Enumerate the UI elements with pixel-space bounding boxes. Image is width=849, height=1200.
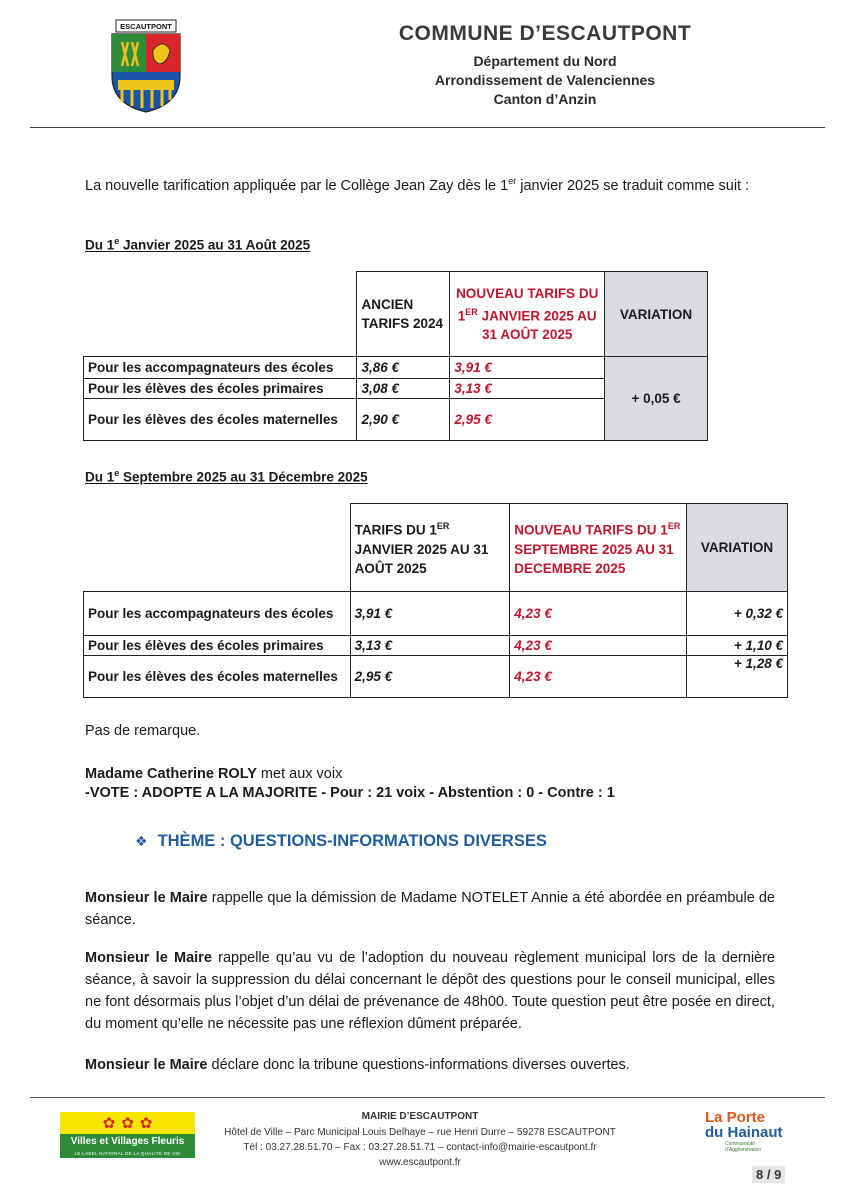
departement-line: Département du Nord (473, 53, 617, 69)
header-divider (30, 127, 825, 128)
section2-heading: Du 1e Septembre 2025 au 31 Décembre 2025 (85, 468, 368, 485)
table-row (84, 592, 788, 636)
col-new-header: NOUVEAU TARIFS DU 1ER SEPTEMBRE 2025 AU 31 DECEMBRE 2025 (510, 504, 687, 592)
arrondissement-line: Arrondissement de Valenciennes (434, 72, 656, 88)
col-old-header: ANCIEN TARIFS 2024 (357, 272, 450, 357)
blank-header-cell (84, 504, 351, 592)
col-old-header: TARIFS DU 1ER JANVIER 2025 AU 31 AOÛT 2025 (350, 504, 510, 592)
table-row (84, 636, 788, 656)
footer-website-link[interactable]: www.escautpont.fr (379, 1157, 461, 1168)
old-price: 3,86 € (357, 357, 450, 379)
new-price: 4,23 € (510, 592, 687, 636)
footer-divider (30, 1097, 825, 1098)
table-row (84, 656, 788, 698)
canton-line: Canton d’Anzin (493, 91, 597, 107)
new-price: 4,23 € (510, 656, 687, 698)
theme-heading: ❖ THÈME : QUESTIONS-INFORMATIONS DIVERSES (135, 832, 547, 850)
col-new-header: NOUVEAU TARIFS DU 1ER JANVIER 2025 AU 31 AOÛT 2025 (450, 272, 605, 357)
commune-title: COMMUNE D’ESCAUTPONT (398, 22, 692, 45)
tarif-table-1 (83, 271, 708, 441)
variation-value: + 1,28 € (687, 656, 788, 698)
old-price: 3,13 € (350, 636, 510, 656)
row-label: Pour les accompagnateurs des écoles (84, 357, 357, 379)
new-price: 3,91 € (450, 357, 605, 379)
section1-heading: Du 1e Janvier 2025 au 31 Août 2025 (85, 236, 311, 253)
old-price: 3,91 € (350, 592, 510, 636)
old-price: 2,95 € (350, 656, 510, 698)
col-variation-header: VARIATION (687, 504, 788, 592)
new-price: 2,95 € (450, 399, 605, 441)
old-price: 2,90 € (357, 399, 450, 441)
variation-value: + 0,32 € (687, 592, 788, 636)
villes-villages-fleuris-logo: ✿ ✿ ✿ Villes et Villages Fleuris LE LABEL NATIONAL DE LA QUALITÉ DE VIE (60, 1112, 195, 1162)
variation-value: + 0,05 € (605, 357, 708, 441)
escautpont-crest-logo (108, 18, 184, 114)
paragraph-reglement: Monsieur le Maire rappelle qu’au vu de l’adoption du nouveau règlement municipal lors de la dernière séance, à savoir la suppression du délai concernant le dépôt des questions pour le conseil municipal, elles ne font désormais plus l’objet d’un délai de prévenance de 48h00. Toute question peut être posée en direct, du moment qu’elle ne nécessite pas une réflexion dûment préparée. (85, 950, 775, 1032)
crest-label: ESCAUTPONT (120, 22, 172, 31)
row-label: Pour les accompagnateurs des écoles (84, 592, 351, 636)
paragraph-tribune: Monsieur le Maire déclare donc la tribune questions-informations diverses ouvertes. (85, 1057, 630, 1073)
new-price: 4,23 € (510, 636, 687, 656)
old-price: 3,08 € (357, 379, 450, 399)
table-row (84, 357, 708, 379)
footer-mairie: MAIRIE D’ESCAUTPONT (361, 1111, 479, 1122)
row-label: Pour les élèves des écoles primaires (84, 379, 357, 399)
footer-address: Hôtel de Ville – Parc Municipal Louis Delhaye – rue Henri Durre – 59278 ESCAUTPONT (224, 1127, 616, 1138)
diamond-bullet-icon: ❖ (135, 833, 148, 849)
remark-text: Pas de remarque. (85, 723, 201, 739)
row-label: Pour les élèves des écoles maternelles (84, 656, 351, 698)
intro-paragraph: La nouvelle tarification appliquée par le Collège Jean Zay dès le 1er janvier 2025 se traduit comme suit : (85, 176, 750, 194)
footer-contact: Tél : 03.27.28.51.70 – Fax : 03.27.28.51.71 – contact-info@mairie-escautpont.fr (243, 1142, 597, 1153)
paragraph-demission: Monsieur le Maire rappelle que la démission de Madame NOTELET Annie a été abordée en préambule de séance. (85, 890, 775, 928)
vote-result: -VOTE : ADOPTE A LA MAJORITE - Pour : 21 voix - Abstention : 0 - Contre : 1 (85, 785, 615, 801)
vote-intro: Madame Catherine ROLY met aux voix (85, 766, 343, 782)
tarif-table-2 (83, 503, 788, 698)
col-variation-header: VARIATION (605, 272, 708, 357)
new-price: 3,13 € (450, 379, 605, 399)
row-label: Pour les élèves des écoles primaires (84, 636, 351, 656)
blank-header-cell (84, 272, 357, 357)
la-porte-du-hainaut-logo: La Porte du Hainaut Communauté d’Agglomération (705, 1109, 783, 1153)
page-number: 8 / 9 (752, 1166, 785, 1183)
variation-value: + 1,10 € (687, 636, 788, 656)
row-label: Pour les élèves des écoles maternelles (84, 399, 357, 441)
